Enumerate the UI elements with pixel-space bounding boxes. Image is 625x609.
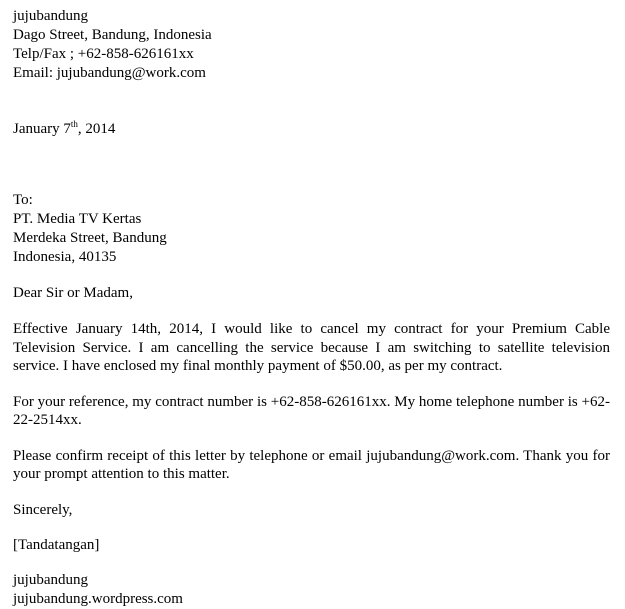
- salutation: Dear Sir or Madam,: [13, 285, 133, 301]
- sender-name: jujubandung: [13, 8, 88, 24]
- letter-date: [13, 120, 610, 139]
- letter: [13, 7, 610, 609]
- signer-website: jujubandung.wordpress.com: [13, 590, 183, 607]
- recipient-country-zip: Indonesia, 40135: [13, 249, 117, 265]
- date-year: , 2014: [77, 121, 116, 137]
- to-label: To:: [13, 192, 33, 208]
- recipient-address-block: [13, 191, 610, 267]
- body-paragraph-cancellation: Effective January 14th, 2014, I would like to cancel my contract for your Premium Cable Television Service. I am cancelling the service because I am switching to satellite television service. I have enclosed my final monthly payment of $50.00, as per my contract.: [13, 321, 610, 374]
- signer-name: jujubandung: [13, 571, 88, 588]
- recipient-street: Merdeka Street, Bandung: [13, 230, 167, 246]
- date-ordinal-suffix: th: [70, 119, 78, 129]
- closing: Sincerely,: [13, 501, 73, 518]
- sender-street: Dago Street, Bandung, Indonesia: [13, 27, 212, 43]
- sender-email: Email: jujubandung@work.com: [13, 65, 206, 81]
- recipient-company: PT. Media TV Kertas: [13, 211, 142, 227]
- body-paragraph-confirmation: Please confirm receipt of this letter by telephone or email jujubandung@work.com. Thank you for your prompt attention to this matter.: [13, 447, 610, 482]
- signature-placeholder: [Tandatangan]: [13, 536, 100, 553]
- body-paragraph-reference: For your reference, my contract number is +62-858-626161xx. My home telephone number is +62-22-2514xx.: [13, 393, 610, 428]
- date-month-day: January 7: [13, 121, 71, 137]
- sender-phone: Telp/Fax ; +62-858-626161xx: [13, 46, 194, 62]
- sender-address-block: [13, 7, 610, 83]
